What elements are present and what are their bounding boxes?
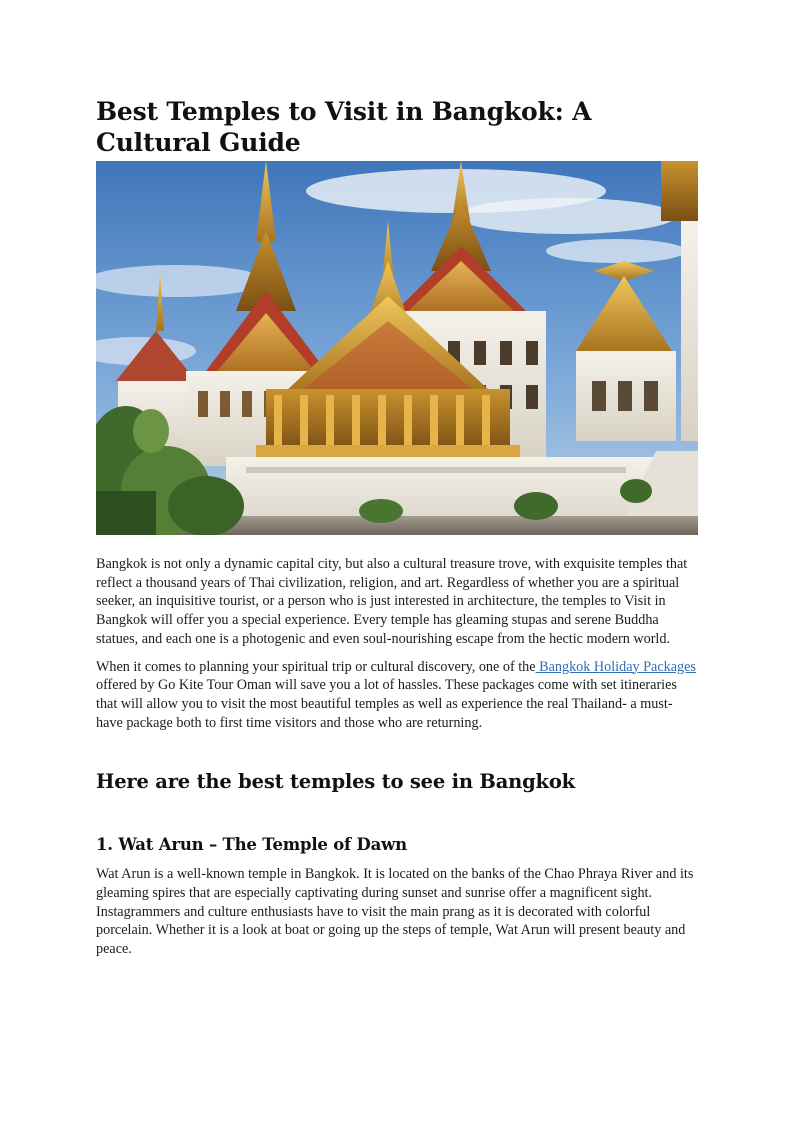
- intro-paragraph: Bangkok is not only a dynamic capital city, but also a cultural treasure trove, with exquisite temples that reflect a thousand years of Thai civilization, religion, and art. Regardless of whether you are a spiritual seeker, an inquisitive tourist, or a person who is just interested in architecture, the temples to Visit in Bangkok will offer you a special experience. Every temple has gleaming stupas and serene Buddha statues, and each one is a photogenic and even soul-nourishing escape from the hectic modern world.: [96, 556, 688, 647]
- bangkok-holiday-packages-link[interactable]: Bangkok Holiday Packages: [535, 658, 696, 675]
- article-title: Best Temples to Visit in Bangkok: A Cultural Guide: [96, 97, 592, 157]
- section-heading: Here are the best temples to see in Bangkok: [96, 770, 575, 794]
- temple-heading-wat-arun: 1. Wat Arun – The Temple of Dawn: [96, 835, 407, 855]
- packages-paragraph: [96, 658, 698, 733]
- document-page: [96, 96, 698, 959]
- temple-description-wat-arun: Wat Arun is a well-known temple in Bangkok. It is located on the banks of the Chao Phraya River and its gleaming spires that are especially captivating during sunset and sunrise offer a magnificent sight. Instagrammers and culture enthusiasts have to visit the main prang as it is decorated with colorful porcelain. Whether it is a look at boat or going up the steps of temple, Wat Arun will present beauty and peace.: [96, 866, 694, 958]
- packages-text-before-link: When it comes to planning your spiritual trip or cultural discovery, one of the: [96, 658, 536, 675]
- grand-palace-photo: [96, 161, 698, 535]
- packages-text-after-link: offered by Go Kite Tour Oman will save you a lot of hassles. These packages come with set itineraries that will allow you to visit the most beautiful temples as well as experience the real Thailand- a must-have package both to first time visitors and those who are returning.: [96, 677, 677, 731]
